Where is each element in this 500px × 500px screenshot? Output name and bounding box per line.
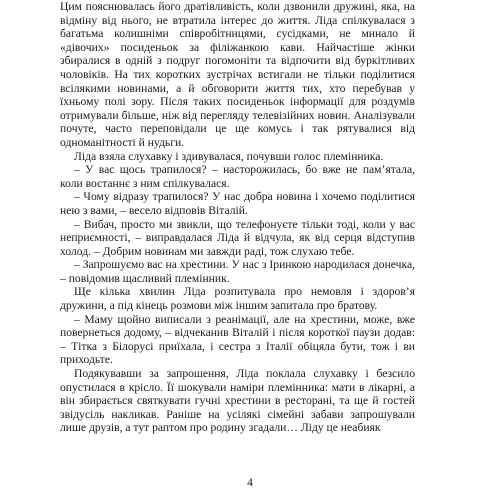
book-page-text xyxy=(60,0,415,474)
paragraph-7: Ще кілька хвилин Ліда розпитувала про немовля і здоров’я дружини, а під кінець розмови між іншим запитала про братову. xyxy=(60,285,415,313)
paragraph-1: Цим пояснювалась його дратівливість, коли дзвонили дружині, яка, на відміну від нього, не втратила інтерес до життя. Ліда спілкувалася з багатьма колишніми співробітницями, сусідками, не минало й «дівочих» посиденьок за філіжанкою кави. Найчастіше жінки збиралися в одній з подруг погомоніти та відпочити від буркітливих чоловіків. На тих коротких зустрічах встигали не тільки поділитися всілякими новинами, а й обговорити життя тих, хто перебував у їхньому полі зору. Після таких посиденьок інформації для роздумів отримували більше, ніж від перегляду телевізійних новин. Аналізували почуте, часто переповідали це ще комусь і так рятувалися від одноманітності й нудьги. xyxy=(60,0,415,149)
paragraph-9: Подякувавши за запрошення, Ліда поклала слухавку і безсило опустилася в крісло. Її шокували наміри племінника: мати в лікарні, а він збирається святкувати гучні хрестини в ресторані, та ще й гостей звідусіль накликав. Раніше на усілякі сімейні забави запрошували лише друзів, а тут раптом про родину згадали… Ліду це неабияк xyxy=(60,367,415,435)
paragraph-2: Ліда взяла слухавку і здивувалася, почувши голос племінника. xyxy=(74,149,384,163)
paragraph-3: – У вас щось трапилося? – насторожилась, бо вже не пам’ятала, коли востаннє з ним спілкувалася. xyxy=(60,163,415,190)
paragraph-8: – Маму щойно виписали з реанімації, але на хрестини, може, вже повернеться додому, – відчеканив Віталій і після короткої паузи додав: – Тітка з Білорусі приїхала, і сестра з Італії обіцяла бути, тож і ви приходьте. xyxy=(60,312,415,367)
page-number: 4 xyxy=(247,476,253,489)
paragraph-6: – Запрошуємо вас на хрестини. У нас з Іринкою народилася донечка, – повідомив щасливий племінник. xyxy=(60,258,415,285)
paragraph-5: – Вибач, просто ми звикли, що телефонуєте тільки тоді, коли у вас неприємності, – виправдалася Ліда й відчула, як від серця відступив холод. – Добрим новинам ми завжди раді, тож слухаю тебе. xyxy=(60,217,415,258)
paragraph-4: – Чому відразу трапилося? У нас добра новина і хочемо поділитися нею з вами, – весело відповів Віталій. xyxy=(60,190,415,217)
